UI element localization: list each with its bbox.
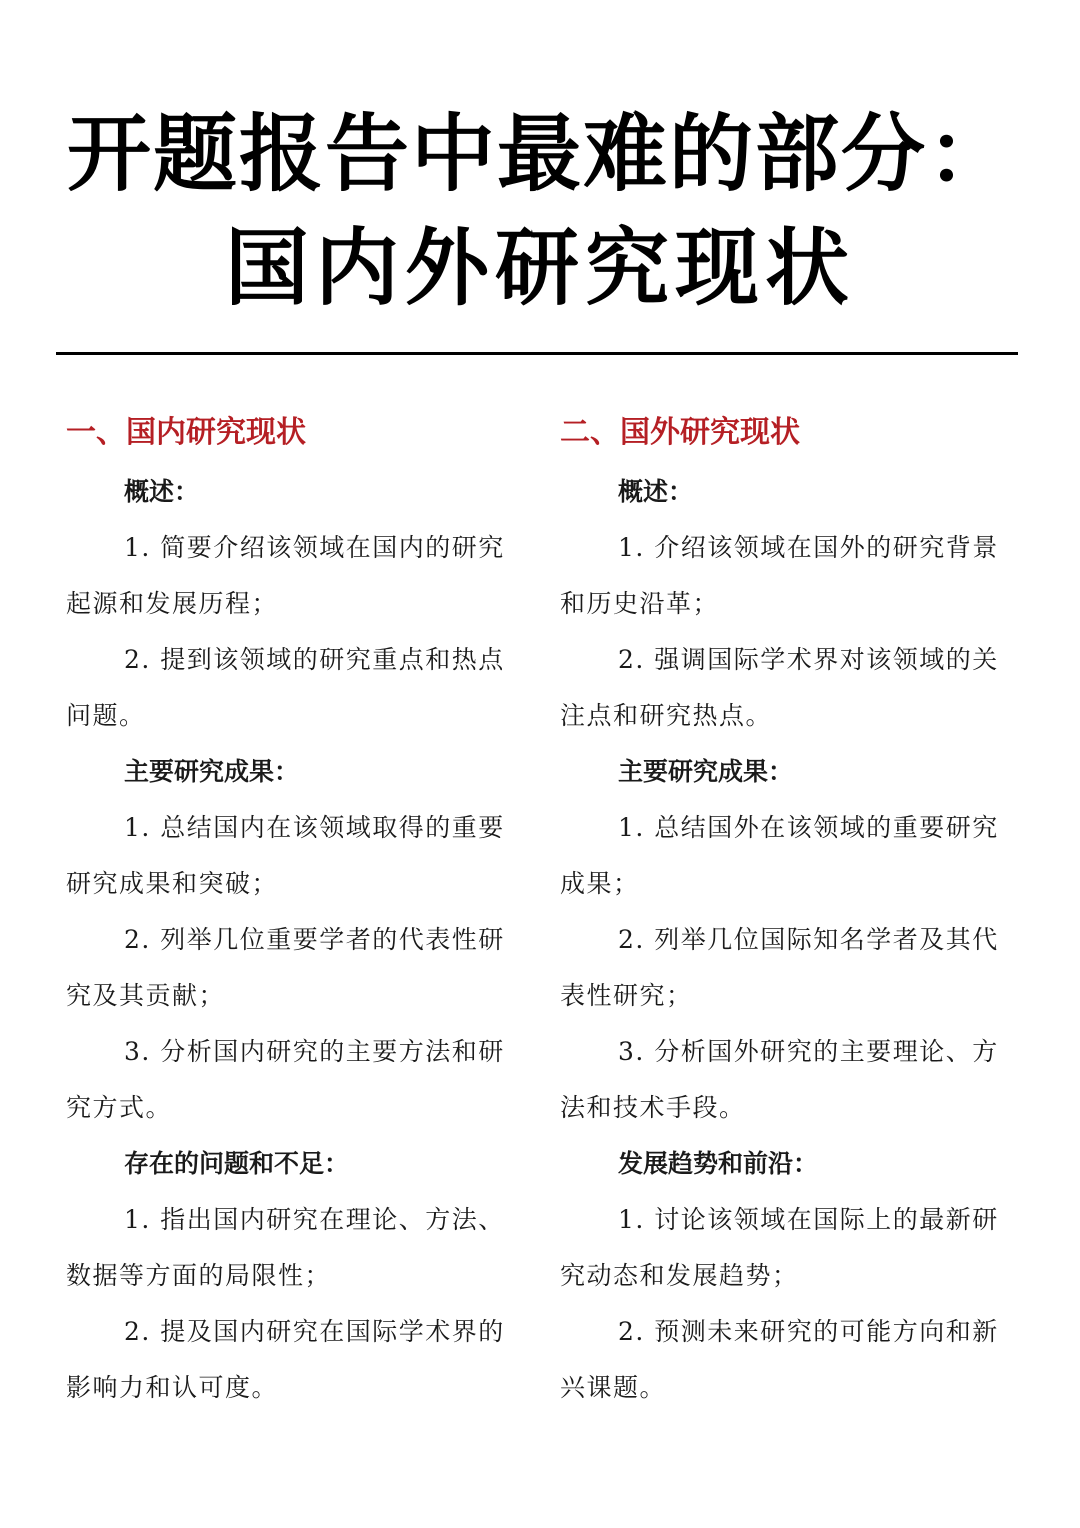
page-title-line-1: 开题报告中最难的部分：: [66, 105, 1013, 203]
foreign-research-column: [560, 408, 1016, 1416]
domestic-results-item: 1. 总结国内在该领域取得的重要研究成果和突破；: [66, 813, 505, 898]
foreign-section-heading: 二、国外研究现状: [560, 415, 800, 450]
domestic-section-heading: 一、国内研究现状: [66, 415, 306, 450]
foreign-results-label: 主要研究成果：: [618, 757, 794, 786]
foreign-trends-item: 2. 预测未来研究的可能方向和新兴课题。: [560, 1317, 999, 1402]
foreign-overview-item: 2. 强调国际学术界对该领域的关注点和研究热点。: [560, 645, 999, 730]
foreign-trends-label: 发展趋势和前沿：: [618, 1149, 819, 1178]
foreign-results-item: 2. 列举几位国际知名学者及其代表性研究；: [560, 925, 999, 1010]
domestic-problems-item: 1. 指出国内研究在理论、方法、数据等方面的局限性；: [66, 1205, 505, 1290]
foreign-trends-item: 1. 讨论该领域在国际上的最新研究动态和发展趋势；: [560, 1205, 999, 1290]
domestic-results-item: 2. 列举几位重要学者的代表性研究及其贡献；: [66, 925, 505, 1010]
domestic-results-label: 主要研究成果：: [124, 757, 300, 786]
title-divider: [56, 352, 1018, 355]
foreign-results-item: 3. 分析国外研究的主要理论、方法和技术手段。: [560, 1037, 999, 1122]
domestic-overview-item: 1. 简要介绍该领域在国内的研究起源和发展历程；: [66, 533, 505, 618]
page-title-line-2: 国内外研究现状: [224, 219, 855, 317]
foreign-overview-item: 1. 介绍该领域在国外的研究背景和历史沿革；: [560, 533, 999, 618]
domestic-research-column: [66, 408, 522, 1416]
foreign-overview-label: 概述：: [618, 477, 694, 506]
foreign-results-item: 1. 总结国外在该领域的重要研究成果；: [560, 813, 999, 898]
domestic-problems-item: 2. 提及国内研究在国际学术界的影响力和认可度。: [66, 1317, 505, 1402]
domestic-overview-label: 概述：: [124, 477, 200, 506]
domestic-results-item: 3. 分析国内研究的主要方法和研究方式。: [66, 1037, 505, 1122]
domestic-problems-label: 存在的问题和不足：: [124, 1149, 350, 1178]
domestic-overview-item: 2. 提到该领域的研究重点和热点问题。: [66, 645, 505, 730]
